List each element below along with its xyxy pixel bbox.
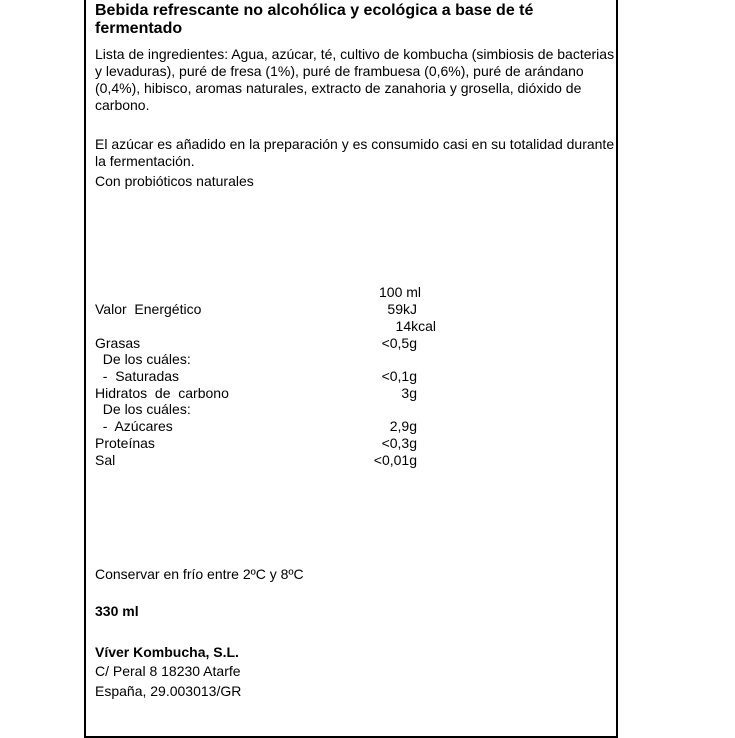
nutrition-row-value: 2,9g xyxy=(389,418,417,434)
probiotics-note: Con probióticos naturales xyxy=(95,173,254,189)
volume: 330 ml xyxy=(95,603,139,619)
nutrition-header: 100 ml xyxy=(379,284,422,300)
nutrition-row-value: <0,3g xyxy=(381,435,417,451)
nutrition-row-label: Sal xyxy=(95,452,116,468)
nutrition-row-label: Hidratos de carbono xyxy=(95,385,229,401)
nutrition-row-value: <0,5g xyxy=(381,335,417,351)
company-registration: España, 29.003013/GR xyxy=(95,683,242,699)
nutrition-row-value: 3g xyxy=(401,385,417,401)
nutrition-row-value: <0,1g xyxy=(381,368,417,384)
nutrition-row-value: 14kcal xyxy=(395,318,436,334)
storage-note: Conservar en frío entre 2ºC y 8ºC xyxy=(95,566,304,582)
nutrition-row-label: De los cuáles: xyxy=(95,401,191,417)
company-name: Víver Kombucha, S.L. xyxy=(95,644,239,660)
nutrition-row-label: De los cuáles: xyxy=(95,351,191,367)
nutrition-row-label: - Saturadas xyxy=(95,368,180,384)
nutrition-row-label: - Azúcares xyxy=(95,418,173,434)
nutrition-row-label: Valor Energético xyxy=(95,301,202,317)
nutrition-row-label: Grasas xyxy=(95,335,141,351)
nutrition-row-value: <0,01g xyxy=(373,452,417,468)
ingredients-list: Lista de ingredientes: Agua, azúcar, té, cultivo de kombucha (simbiosis de bacterias y levaduras), puré de fresa (1%), puré de frambuesa (0,6%), puré de arándano (0,4%), hibisco, aromas naturales, extracto de zanahoria y grosella, dióxido de carbono. xyxy=(95,46,615,113)
product-title: Bebida refrescante no alcohólica y ecológica a base de té fermentado xyxy=(95,2,534,37)
company-address: C/ Peral 8 18230 Atarfe xyxy=(95,663,241,679)
nutrition-row-label: Proteínas xyxy=(95,435,155,451)
nutrition-row-value: 59kJ xyxy=(387,301,417,317)
sugar-note: El azúcar es añadido en la preparación y es consumido casi en su totalidad durante la fermentación. xyxy=(95,136,615,169)
